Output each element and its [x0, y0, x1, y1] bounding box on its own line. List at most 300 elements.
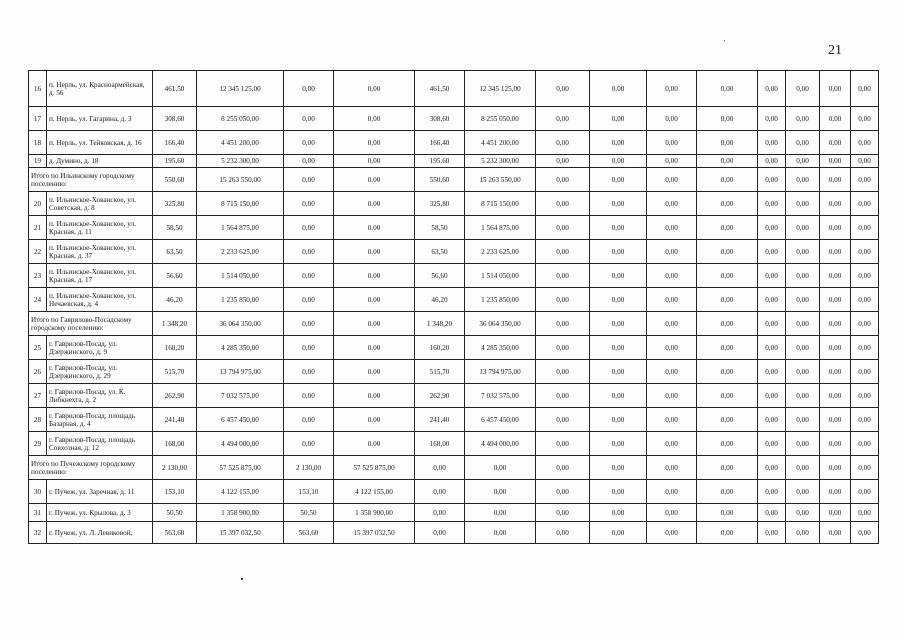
- value-cell: 1 235 850,00: [465, 288, 536, 312]
- value-cell: 0,00: [851, 107, 879, 131]
- value-cell: 57 525 875,00: [197, 456, 284, 480]
- value-cell: 0,00: [786, 264, 820, 288]
- value-cell: 0,00: [786, 336, 820, 360]
- value-cell: 0,00: [758, 240, 786, 264]
- value-cell: 308,60: [153, 107, 197, 131]
- value-cell: 4 122 155,00: [197, 480, 284, 504]
- value-cell: 1 564 875,00: [197, 216, 284, 240]
- value-cell: 0,00: [536, 288, 590, 312]
- row-number: 16: [29, 71, 47, 107]
- value-cell: 0,00: [851, 408, 879, 432]
- value-cell: 0,00: [697, 192, 758, 216]
- scan-speck: [241, 578, 243, 580]
- value-cell: 0,00: [284, 168, 334, 192]
- value-cell: 63,50: [415, 240, 465, 264]
- value-cell: 0,00: [334, 131, 415, 155]
- value-cell: 0,00: [536, 168, 590, 192]
- value-cell: 0,00: [758, 131, 786, 155]
- value-cell: 0,00: [820, 264, 851, 288]
- value-cell: 0,00: [851, 360, 879, 384]
- value-cell: 0,00: [590, 288, 647, 312]
- value-cell: 0,00: [697, 312, 758, 336]
- value-cell: 0,00: [647, 522, 697, 544]
- value-cell: 0,00: [758, 384, 786, 408]
- value-cell: 63,50: [153, 240, 197, 264]
- value-cell: 0,00: [284, 155, 334, 168]
- value-cell: 0,00: [851, 71, 879, 107]
- value-cell: 0,00: [820, 240, 851, 264]
- value-cell: 0,00: [284, 107, 334, 131]
- value-cell: 0,00: [465, 522, 536, 544]
- value-cell: 0,00: [697, 432, 758, 456]
- row-number: 18: [29, 131, 47, 155]
- value-cell: 262,90: [415, 384, 465, 408]
- value-cell: 241,40: [415, 408, 465, 432]
- value-cell: 0,00: [647, 71, 697, 107]
- total-row: [29, 312, 879, 336]
- value-cell: 4 122 155,00: [334, 480, 415, 504]
- value-cell: 0,00: [820, 504, 851, 522]
- value-cell: 0,00: [590, 71, 647, 107]
- address-cell: п. Нерль, ул. Тейковская, д. 16: [47, 131, 153, 155]
- value-cell: 241,40: [153, 408, 197, 432]
- value-cell: 1 564 875,00: [465, 216, 536, 240]
- value-cell: 0,00: [590, 192, 647, 216]
- value-cell: 0,00: [334, 264, 415, 288]
- value-cell: 15 397 032,50: [334, 522, 415, 544]
- address-cell: г. Пучеж, ул. Заречная, д. 11: [47, 480, 153, 504]
- value-cell: 2 130,00: [284, 456, 334, 480]
- value-cell: 0,00: [590, 264, 647, 288]
- value-cell: 0,00: [590, 480, 647, 504]
- row-number: 24: [29, 288, 47, 312]
- value-cell: 0,00: [334, 408, 415, 432]
- value-cell: 0,00: [758, 522, 786, 544]
- value-cell: 0,00: [465, 504, 536, 522]
- value-cell: 0,00: [536, 408, 590, 432]
- value-cell: 0,00: [758, 312, 786, 336]
- value-cell: 195,60: [153, 155, 197, 168]
- value-cell: 0,00: [786, 312, 820, 336]
- value-cell: 0,00: [590, 336, 647, 360]
- value-cell: 0,00: [647, 432, 697, 456]
- value-cell: 0,00: [758, 288, 786, 312]
- value-cell: 0,00: [415, 480, 465, 504]
- value-cell: 0,00: [590, 360, 647, 384]
- value-cell: 0,00: [284, 408, 334, 432]
- value-cell: 0,00: [758, 168, 786, 192]
- table-row: [29, 336, 879, 360]
- value-cell: 0,00: [415, 504, 465, 522]
- value-cell: 0,00: [590, 216, 647, 240]
- value-cell: 0,00: [590, 432, 647, 456]
- value-cell: 4 451 200,00: [197, 131, 284, 155]
- value-cell: 0,00: [334, 155, 415, 168]
- value-cell: 0,00: [284, 432, 334, 456]
- value-cell: 0,00: [786, 432, 820, 456]
- value-cell: 0,00: [697, 168, 758, 192]
- value-cell: 0,00: [820, 408, 851, 432]
- table-row: [29, 240, 879, 264]
- value-cell: 0,00: [820, 312, 851, 336]
- value-cell: 0,00: [697, 504, 758, 522]
- value-cell: 160,20: [153, 336, 197, 360]
- value-cell: 0,00: [851, 168, 879, 192]
- value-cell: 0,00: [851, 155, 879, 168]
- value-cell: 6 457 450,00: [197, 408, 284, 432]
- value-cell: 0,00: [647, 456, 697, 480]
- value-cell: 0,00: [590, 384, 647, 408]
- address-cell: г. Пучеж, ул. Крылова, д. 3: [47, 504, 153, 522]
- value-cell: 0,00: [697, 216, 758, 240]
- row-number: 28: [29, 408, 47, 432]
- value-cell: 0,00: [697, 107, 758, 131]
- value-cell: 8 255 050,00: [465, 107, 536, 131]
- value-cell: 0,00: [536, 107, 590, 131]
- value-cell: 4 285 350,00: [197, 336, 284, 360]
- value-cell: 12 345 125,00: [465, 71, 536, 107]
- value-cell: 0,00: [697, 360, 758, 384]
- value-cell: 0,00: [820, 216, 851, 240]
- value-cell: 0,00: [697, 384, 758, 408]
- value-cell: 57 525 875,00: [334, 456, 415, 480]
- value-cell: 515,70: [415, 360, 465, 384]
- scan-speck: [724, 40, 725, 41]
- value-cell: 7 032 575,00: [197, 384, 284, 408]
- address-cell: п. Нерль, ул. Красноармейская, д. 56: [47, 71, 153, 107]
- value-cell: 0,00: [647, 107, 697, 131]
- value-cell: 0,00: [697, 155, 758, 168]
- value-cell: 0,00: [851, 288, 879, 312]
- value-cell: 0,00: [284, 192, 334, 216]
- value-cell: 0,00: [284, 384, 334, 408]
- value-cell: 0,00: [851, 456, 879, 480]
- total-row: [29, 456, 879, 480]
- address-cell: п. Нерль, ул. Гагарина, д. 3: [47, 107, 153, 131]
- value-cell: 0,00: [820, 384, 851, 408]
- table-row: [29, 192, 879, 216]
- value-cell: 168,00: [153, 432, 197, 456]
- table-row: [29, 384, 879, 408]
- value-cell: 0,00: [786, 216, 820, 240]
- value-cell: 166,40: [415, 131, 465, 155]
- value-cell: 0,00: [647, 288, 697, 312]
- value-cell: 15 397 032,50: [197, 522, 284, 544]
- value-cell: 0,00: [647, 216, 697, 240]
- value-cell: 550,60: [415, 168, 465, 192]
- total-label: Итого по Пучежскому городскому поселению:: [29, 456, 153, 480]
- value-cell: 0,00: [284, 360, 334, 384]
- table-body: [29, 71, 879, 544]
- value-cell: 0,00: [590, 107, 647, 131]
- address-cell: г. Гаврилов-Посад, ул. Дзержинского, д. 9: [47, 336, 153, 360]
- value-cell: 262,90: [153, 384, 197, 408]
- value-cell: 0,00: [786, 522, 820, 544]
- value-cell: 7 032 575,00: [465, 384, 536, 408]
- address-cell: г. Гаврилов-Посад, площадь Базарная, д. 4: [47, 408, 153, 432]
- value-cell: 0,00: [786, 384, 820, 408]
- value-cell: 58,50: [415, 216, 465, 240]
- value-cell: 0,00: [786, 288, 820, 312]
- total-row: [29, 168, 879, 192]
- address-cell: г. Гаврилов-Посад, ул. К. Либкнехта, д. 2: [47, 384, 153, 408]
- value-cell: 0,00: [284, 264, 334, 288]
- value-cell: 0,00: [465, 480, 536, 504]
- value-cell: 8 715 150,00: [197, 192, 284, 216]
- value-cell: 1 235 850,00: [197, 288, 284, 312]
- value-cell: 461,50: [153, 71, 197, 107]
- value-cell: 0,00: [590, 522, 647, 544]
- value-cell: 1 348,20: [153, 312, 197, 336]
- value-cell: 0,00: [415, 522, 465, 544]
- value-cell: 0,00: [758, 264, 786, 288]
- value-cell: 0,00: [758, 360, 786, 384]
- value-cell: 325,80: [415, 192, 465, 216]
- value-cell: 0,00: [284, 240, 334, 264]
- value-cell: 0,00: [536, 360, 590, 384]
- row-number: 32: [29, 522, 47, 544]
- value-cell: 0,00: [536, 192, 590, 216]
- value-cell: 0,00: [647, 384, 697, 408]
- value-cell: 0,00: [786, 408, 820, 432]
- housing-table: [28, 70, 879, 544]
- row-number: 22: [29, 240, 47, 264]
- value-cell: 0,00: [590, 168, 647, 192]
- value-cell: 36 064 350,00: [197, 312, 284, 336]
- value-cell: 0,00: [647, 360, 697, 384]
- value-cell: 308,60: [415, 107, 465, 131]
- value-cell: 0,00: [697, 408, 758, 432]
- value-cell: 0,00: [851, 384, 879, 408]
- value-cell: 0,00: [590, 504, 647, 522]
- value-cell: 0,00: [536, 312, 590, 336]
- table-row: [29, 107, 879, 131]
- value-cell: 0,00: [284, 216, 334, 240]
- value-cell: 0,00: [334, 288, 415, 312]
- value-cell: 0,00: [647, 312, 697, 336]
- value-cell: 0,00: [647, 155, 697, 168]
- value-cell: 563,60: [284, 522, 334, 544]
- value-cell: 0,00: [786, 71, 820, 107]
- value-cell: 166,40: [153, 131, 197, 155]
- value-cell: 0,00: [536, 432, 590, 456]
- value-cell: 550,60: [153, 168, 197, 192]
- value-cell: 0,00: [820, 336, 851, 360]
- row-number: 23: [29, 264, 47, 288]
- value-cell: 0,00: [820, 522, 851, 544]
- value-cell: 0,00: [536, 504, 590, 522]
- value-cell: 0,00: [590, 456, 647, 480]
- value-cell: 50,50: [153, 504, 197, 522]
- value-cell: 0,00: [851, 264, 879, 288]
- value-cell: 4 494 000,00: [197, 432, 284, 456]
- value-cell: 36 064 350,00: [465, 312, 536, 336]
- value-cell: 0,00: [284, 71, 334, 107]
- value-cell: 0,00: [758, 107, 786, 131]
- value-cell: 0,00: [697, 336, 758, 360]
- value-cell: 0,00: [820, 131, 851, 155]
- value-cell: 5 232 300,00: [465, 155, 536, 168]
- table-row: [29, 504, 879, 522]
- value-cell: 0,00: [786, 168, 820, 192]
- value-cell: 0,00: [758, 71, 786, 107]
- value-cell: 46,20: [415, 288, 465, 312]
- value-cell: 12 345 125,00: [197, 71, 284, 107]
- table-row: [29, 360, 879, 384]
- value-cell: 195,60: [415, 155, 465, 168]
- value-cell: 0,00: [697, 522, 758, 544]
- value-cell: 0,00: [590, 131, 647, 155]
- table-row: [29, 408, 879, 432]
- value-cell: 153,10: [284, 480, 334, 504]
- value-cell: 0,00: [697, 288, 758, 312]
- value-cell: 0,00: [334, 384, 415, 408]
- value-cell: 0,00: [851, 336, 879, 360]
- value-cell: 0,00: [647, 504, 697, 522]
- value-cell: 0,00: [786, 360, 820, 384]
- value-cell: 0,00: [536, 240, 590, 264]
- value-cell: 461,50: [415, 71, 465, 107]
- value-cell: 56,60: [153, 264, 197, 288]
- value-cell: 0,00: [697, 240, 758, 264]
- table-row: [29, 480, 879, 504]
- value-cell: 325,80: [153, 192, 197, 216]
- value-cell: 0,00: [697, 456, 758, 480]
- value-cell: 0,00: [334, 107, 415, 131]
- value-cell: 0,00: [590, 408, 647, 432]
- address-cell: п. Ильинское-Хованское, ул. Красная, д. 17: [47, 264, 153, 288]
- value-cell: 1 358 900,00: [334, 504, 415, 522]
- value-cell: 0,00: [334, 240, 415, 264]
- address-cell: г. Пучеж, ул. Л. Левиковой,: [47, 522, 153, 544]
- value-cell: 0,00: [647, 480, 697, 504]
- value-cell: 0,00: [536, 131, 590, 155]
- value-cell: 0,00: [786, 504, 820, 522]
- value-cell: 563,60: [153, 522, 197, 544]
- value-cell: 8 255 050,00: [197, 107, 284, 131]
- value-cell: 0,00: [647, 240, 697, 264]
- address-cell: д. Думино, д. 18: [47, 155, 153, 168]
- table-row: [29, 216, 879, 240]
- value-cell: 0,00: [786, 480, 820, 504]
- value-cell: 0,00: [536, 336, 590, 360]
- row-number: 27: [29, 384, 47, 408]
- value-cell: 0,00: [284, 312, 334, 336]
- row-number: 26: [29, 360, 47, 384]
- value-cell: 0,00: [758, 504, 786, 522]
- value-cell: 0,00: [786, 107, 820, 131]
- row-number: 30: [29, 480, 47, 504]
- value-cell: 0,00: [647, 408, 697, 432]
- row-number: 17: [29, 107, 47, 131]
- value-cell: 0,00: [820, 432, 851, 456]
- value-cell: 0,00: [820, 71, 851, 107]
- row-number: 31: [29, 504, 47, 522]
- value-cell: 58,50: [153, 216, 197, 240]
- value-cell: 0,00: [334, 216, 415, 240]
- value-cell: 4 494 000,00: [465, 432, 536, 456]
- value-cell: 2 130,00: [153, 456, 197, 480]
- value-cell: 13 794 975,00: [197, 360, 284, 384]
- value-cell: 6 457 450,00: [465, 408, 536, 432]
- value-cell: 0,00: [334, 71, 415, 107]
- value-cell: 1 514 050,00: [197, 264, 284, 288]
- value-cell: 0,00: [334, 432, 415, 456]
- value-cell: 4 285 350,00: [465, 336, 536, 360]
- value-cell: 0,00: [820, 288, 851, 312]
- value-cell: 50,50: [284, 504, 334, 522]
- value-cell: 0,00: [786, 192, 820, 216]
- value-cell: 0,00: [758, 336, 786, 360]
- value-cell: 0,00: [851, 504, 879, 522]
- value-cell: 168,00: [415, 432, 465, 456]
- value-cell: 13 794 975,00: [465, 360, 536, 384]
- value-cell: 0,00: [851, 131, 879, 155]
- value-cell: 0,00: [536, 264, 590, 288]
- value-cell: 0,00: [851, 240, 879, 264]
- value-cell: 0,00: [536, 216, 590, 240]
- table-row: [29, 288, 879, 312]
- value-cell: 0,00: [465, 456, 536, 480]
- value-cell: 0,00: [536, 456, 590, 480]
- value-cell: 0,00: [758, 192, 786, 216]
- table-row: [29, 522, 879, 544]
- address-cell: п. Ильинское-Хованское, ул. Нечаевская, д. 4: [47, 288, 153, 312]
- value-cell: 0,00: [820, 192, 851, 216]
- value-cell: 46,20: [153, 288, 197, 312]
- value-cell: 1 348,20: [415, 312, 465, 336]
- address-cell: п. Ильинское-Хованское, ул. Красная, д. 11: [47, 216, 153, 240]
- total-label: Итого по Ильинскому городскому поселению:: [29, 168, 153, 192]
- value-cell: 0,00: [697, 71, 758, 107]
- table-row: [29, 264, 879, 288]
- value-cell: 0,00: [697, 264, 758, 288]
- value-cell: 0,00: [334, 360, 415, 384]
- address-cell: г. Гаврилов-Посад, площадь Совхозная, д. 12: [47, 432, 153, 456]
- value-cell: 0,00: [786, 240, 820, 264]
- value-cell: 1 358 900,00: [197, 504, 284, 522]
- row-number: 25: [29, 336, 47, 360]
- value-cell: 15 263 550,00: [197, 168, 284, 192]
- value-cell: 0,00: [284, 288, 334, 312]
- address-cell: п. Ильинское-Хованское, ул. Советская, д. 8: [47, 192, 153, 216]
- value-cell: 2 233 625,00: [197, 240, 284, 264]
- value-cell: 0,00: [786, 155, 820, 168]
- row-number: 29: [29, 432, 47, 456]
- value-cell: 160,20: [415, 336, 465, 360]
- value-cell: 0,00: [334, 192, 415, 216]
- value-cell: 0,00: [647, 131, 697, 155]
- value-cell: 0,00: [590, 155, 647, 168]
- page-number: 21: [828, 43, 842, 58]
- value-cell: 153,10: [153, 480, 197, 504]
- value-cell: 0,00: [851, 216, 879, 240]
- table-row: [29, 155, 879, 168]
- value-cell: 0,00: [851, 480, 879, 504]
- value-cell: 0,00: [697, 480, 758, 504]
- value-cell: 0,00: [786, 131, 820, 155]
- value-cell: 0,00: [415, 456, 465, 480]
- table-row: [29, 432, 879, 456]
- value-cell: 0,00: [758, 480, 786, 504]
- value-cell: 0,00: [820, 480, 851, 504]
- value-cell: 0,00: [536, 155, 590, 168]
- value-cell: 0,00: [284, 336, 334, 360]
- value-cell: 0,00: [590, 312, 647, 336]
- table-row: [29, 131, 879, 155]
- value-cell: 0,00: [820, 456, 851, 480]
- value-cell: 0,00: [536, 384, 590, 408]
